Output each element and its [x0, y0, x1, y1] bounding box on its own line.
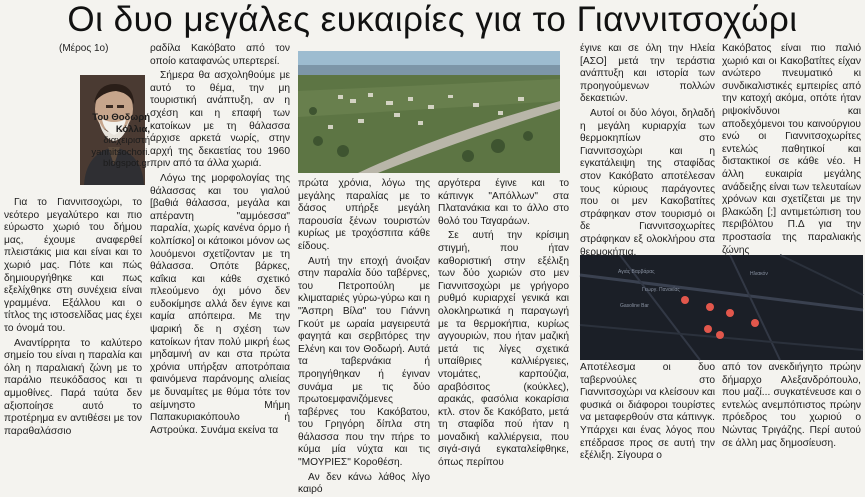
column-6	[722, 43, 861, 256]
column-5	[580, 43, 715, 258]
author-name-line1: Του Θοδωρή	[92, 112, 150, 123]
map-illustration	[580, 255, 863, 360]
paragraph: έγινε και σε όλη την Ηλεία [ΑΣΟ] μετά την τεράστια ανάπτυξη και ιστορία των προηγούμενων πολλών δεκαετιών.	[580, 43, 715, 105]
paragraph: ραδίλα Κακόβατο από τον οποίο καταφανώς υπερτερεί.	[150, 43, 290, 67]
author-role: διαχειριστή	[103, 135, 150, 146]
paragraph: Κακόβατος είναι πιο παλιό χωριό και οι Κακοβατίτες είχαν ανώτερο πνευματικό κι συνδικαλιστικές εμπειρίες από την κατοχή ακόμα, οπότε ήταν ριψοκίνδυνοι και αποδεχόμενοι του καινούργιου ενώ οι Γιαννιτσοχωρίτες εντελώς παθητικοί και διστακτικοί σε κάθε νέο. Η άλλη ευκαιρία μεγάλης ανάδειξης είναι των τελευταίων χρόνων και σχετίζεται με την βλακώδη [;] αντιμετώπιση του περιβόλτου Π.Δ για την προστασία της παραλιακής ζώνης	[722, 43, 861, 256]
paragraph: Αποτέλεσμα οι δυο ταβερνούλες στο Γιαννιτσοχώρι να κλείσουν και φυσικά οι διάφοροι τουρίστες να μεταφερθούν στα κάπινγκ. Υπάρχει και ένας λόγος που επέδρασε προς σε αυτή την εξέλιξη. Σίγουρα ο	[580, 362, 715, 462]
paragraph: Λόγω της μορφολογίας της θάλασσας και του γιαλού [βαθιά θάλασσα, μεγάλα και απέραντη "αμμόεσσα" παραλία, χωρίς κανένα όρμο ή κολπίσκο] οι κάτοικοι μόνον ως λουόμενοι σχετίζονταν με τη θάλασσα. Οπότε βάρκες, καΐκια και κάθε σχετικό πλεούμενο όχι μόνο δεν ευδοκίμησε αλλά δεν έγινε και καμία απόπειρα. Με την ψαρική δε η σχέση των κατοίκων ήταν πολύ μικρή έως μηδαμινή αν και στα πρώτα χρόνια υπήρξαν αποτρόπαια φαινόμενα παράνομης αλιείας με δυναμίτες με θύμα τότε τον αείμνηστο Μήμη Παπακυριακόπουλο ή Αστρούκα. Συνάμα εκείνα τα	[150, 172, 290, 436]
map-label: Ηλιακόν	[750, 271, 768, 277]
column-2	[150, 43, 290, 457]
author-name-line2: Κόλλια,	[115, 123, 150, 135]
paragraph: πρώτα χρόνια, λόγω της μεγάλης παραλίας με το δάσος υπήρξε μεγάλη παρουσία ξένων τουριστών κυρίως με τροχόσπιτα κάθε είδους.	[298, 178, 430, 252]
aerial-photo	[298, 51, 560, 173]
paragraph: αργότερα έγινε και το κάπινγκ "Απόλλων" στα Πλατανάκια και το άλλο στο θολό του Ταγαράων.	[438, 178, 569, 227]
column-4	[438, 178, 569, 469]
paragraph: Αυτοί οι δύο λόγοι, δηλαδή η μεγάλη κυριαρχία των θερμοκηπίων στο Γιαννιτσοχώρι και η εγκατάλειψη της σταφίδας στον Κακόβατο αποτέλεσαν τους κύριους παράγοντες που οι μεν Κακοβατίτες στράφηκαν στον τουρισμό οι δε Γιαννιτσοχωρίτες στράφηκαν εξ ολοκλήρου στα θερμοκήπια.	[580, 107, 715, 258]
paragraph: Αν δεν κάνω λάθος λίγο καιρό	[298, 471, 430, 496]
paragraph: Αυτή την εποχή άνοιξαν στην παραλία δύο ταβέρνες, του Πετροπούλη με κλιματαριές γύρω-γύρω και η "Άσπρη Βίλα" του Γιάννη Γκούτ με ωραία μαγειρευτά φαγητά και σερβιτόρες την Ελένη και τον Θοδωρή. Αυτά τα ταβερνάκια ή προηγήθηκαν ή έγιναν συνάμα με τις δύο πρωτοεμφανιζόμενες ταβέρνες του Κακόβατου, του Γρηγόρη δίπλα στη θάλασσα που την πήρε το κύμα μία νύχτα και τις "ΜΟΥΡΙΕΣ" Κοροθέση.	[298, 255, 430, 469]
map-label: Γεωργ. Πανακίας	[642, 287, 680, 293]
author-caption	[55, 112, 150, 170]
paragraph: από τον ανεκδιήγητο πρώην δήμαρχο Αλεξανδρόπουλο, που μαζί... συγκατένευσε και ο εντελώς ανεμπόπιστος πρώην πρόεδρος του χωριού ο Νώντας Τριγάζης. Περί αυτού σε άλλη μας δημοσίευση.	[722, 362, 861, 449]
author-blog-2: blogspot.gr	[102, 158, 150, 169]
aerial-village-illustration	[298, 51, 560, 173]
map-label: Αγιάς Βαρβάρας	[618, 269, 655, 275]
map-label: Gasoline Bar	[620, 303, 649, 309]
part-label: (Μέρος 1ο)	[59, 43, 109, 54]
paragraph: Σήμερα θα ασχοληθούμε με αυτό το θέμα, την μη τουριστική ανάπτυξη, αν η σχέση και η επαφή των κατοίκων με τη θάλασσα άρχισε αρκετά νωρίς, στην αρχή της δεκαετίας του 1960 πριν από τα άλλα χωριά.	[150, 70, 290, 170]
paragraph: Για το Γιαννιτσοχώρι, το νεότερο μεγαλύτερο και πιο εύρωστο χωριό του δήμου μας, έχουμε αναφερθεί πλειστάκις μια και είναι και το χωριό μας. Πότε και πώς δημιουργήθηκε και πως εξελίχθηκε στη συνέχεια είναι γραμμένα. Εξάλλου και ο τίτλος της ιστοσελίδας μας έχει το όνομά του.	[4, 197, 142, 334]
column-3	[298, 178, 430, 496]
map-image	[580, 255, 863, 360]
column-6-continued	[722, 362, 861, 457]
column-5-continued	[580, 362, 715, 462]
author-blog-1: yannitsochori.	[91, 146, 150, 158]
paragraph: Αναντίρρητα το καλύτερο σημείο του είναι η παραλία και όλη η παραλιακή ζώνη με το παράλιο πευκόδασος και τι αμμοθίνες. Παρά ταύτα δεν αξιοποίησε αυτό το προτέρημα εν αντιθέσει με τον παραθαλάσσιο	[4, 337, 142, 437]
article-title: Οι δυο μεγάλες ευκαιρίες για το Γιαννιτσοχώρι	[67, 0, 798, 39]
paragraph: Σε αυτή την κρίσιμη στιγμή, που ήταν καθοριστική στην εξέλιξη των δύο χωριών στο μεν Γιαννιτσοχώρι με γρήγορο ρυθμό κυριαρχεί γενικά και ολοκληρωτικά η παραγωγή με τα θερμοκήπια, κυρίως αγγουριών, που ήταν μαζική μετά τις λίγες σχετικά υπαίθριες καλλιέργειες, ντομάτες, καρπούζια, αραβόσιτος (κούκλες), αρακάς, φασόλια κοκαρίσια κτλ. στον δε Κακόβατο, μετά τη σταφίδα πού ήταν η μοναδική καλλιέργεια, που σιγά-σιγά εγκαταλείφθηκε, όπως περίπου	[438, 230, 569, 469]
column-1	[4, 197, 142, 457]
